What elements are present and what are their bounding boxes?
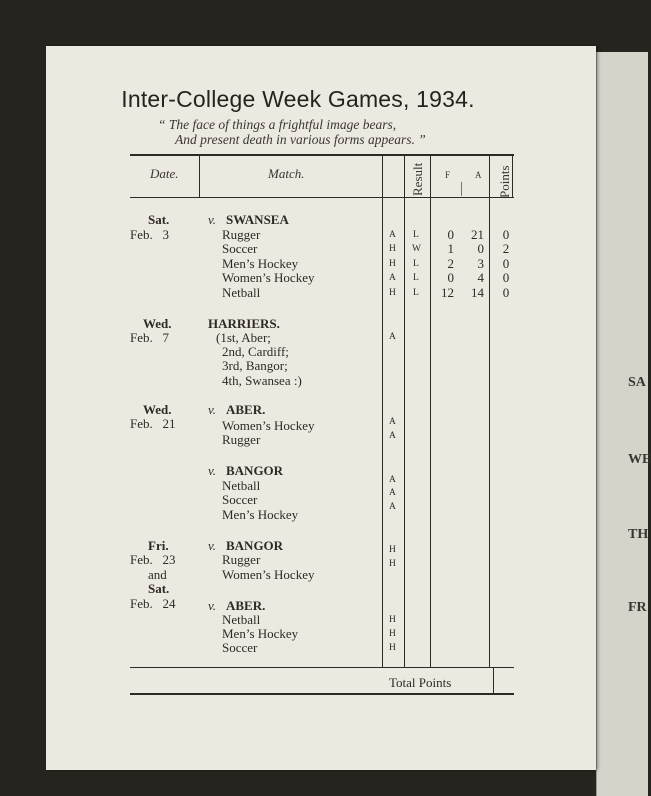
table-top-rule [130,154,514,156]
date-date: Feb. 24 [130,596,176,611]
opponent-name: SWANSEA [226,212,289,227]
harriers-line: (1st, Aber; [216,330,271,345]
points: 0 [502,285,510,300]
venue: A [389,475,396,485]
result: W [412,244,421,254]
result: L [413,259,419,269]
venue: H [389,629,396,639]
game-name: Netball [222,285,261,300]
venue: H [389,615,396,625]
venue: A [389,273,396,283]
game-name: Women’s Hockey [222,418,315,433]
date-divider [199,156,200,197]
facing-text: TH [628,527,649,542]
points: 0 [502,256,510,271]
score-for: 1 [447,241,454,256]
date-and: and [148,567,167,582]
game-name: Netball [222,612,261,627]
game-name: Soccer [222,241,258,256]
game-name: Women’s Hockey [222,270,315,285]
result: L [413,273,419,283]
header-match: Match. [268,166,305,181]
game-name: Soccer [222,640,258,655]
date-day: Sat. [148,212,170,227]
total-rule [130,667,514,668]
date-date: Feb. 21 [130,416,176,431]
result: L [413,230,419,240]
score-for: 0 [447,227,454,242]
venue: H [389,259,396,269]
game-name: Men’s Hockey [222,507,299,522]
venue: A [389,332,396,342]
opponent-name: BANGOR [226,538,284,553]
venue: A [389,230,396,240]
opponent-name: HARRIERS. [208,316,280,331]
quote-line-2: And present death in various forms appears. ” [175,132,426,147]
score-divider [489,156,490,667]
venue: A [389,431,396,441]
game-name: Rugger [222,432,261,447]
header-points: Points [497,165,512,198]
fa-tick [461,182,462,196]
game-name: Women’s Hockey [222,567,315,582]
venue: H [389,643,396,653]
date-day: Fri. [148,538,169,553]
points: 2 [502,241,510,256]
versus-label: v. [208,402,217,417]
date-day: Wed. [143,402,172,417]
score-for: 0 [447,270,454,285]
venue: H [389,559,396,569]
score-against: 4 [477,270,484,285]
harriers-line: 3rd, Bangor; [222,358,288,373]
game-name: Soccer [222,492,258,507]
score-against: 3 [477,256,484,271]
points: 0 [502,227,510,242]
venue: A [389,502,396,512]
versus-label: v. [208,538,217,553]
header-date: Date. [150,166,179,181]
opponent-name: ABER. [226,598,266,613]
total-cell-divider [493,667,494,695]
header-against: A [475,170,482,180]
versus-label: v. [208,598,217,613]
table-bottom-rule [130,693,514,695]
game-name: Rugger [222,227,261,242]
venue-divider-right [404,156,405,667]
date-day: Wed. [143,316,172,331]
venue: A [389,417,396,427]
score-against: 21 [471,227,484,242]
points: 0 [502,270,510,285]
score-for: 12 [441,285,454,300]
header-for: F [445,170,451,180]
result-divider [430,156,431,667]
opponent-name: BANGOR [226,463,284,478]
game-name: Men’s Hockey [222,256,299,271]
harriers-line: 2nd, Cardiff; [222,344,289,359]
venue-divider-left [382,156,383,667]
facing-text: SA [628,375,646,390]
header-result: Result [410,162,425,196]
game-name: Men’s Hockey [222,626,299,641]
venue: H [389,244,396,254]
facing-text: FR [628,600,647,615]
venue: H [389,545,396,555]
venue: A [389,488,396,498]
date-date: Feb. 23 [130,552,176,567]
game-name: Netball [222,478,261,493]
result: L [413,288,419,298]
facing-text: WE [628,452,651,467]
venue: H [389,288,396,298]
opponent-name: ABER. [226,402,266,417]
versus-label: v. [208,212,217,227]
header-rule [130,197,514,198]
date-date: Feb. 3 [130,227,169,242]
quote-line-1: “ The face of things a frightful image bears, [158,117,397,132]
page-title: Inter-College Week Games, 1934. [121,86,475,112]
total-points-label: Total Points [389,675,452,690]
score-for: 2 [447,256,454,271]
date-day: Sat. [148,581,170,596]
versus-label: v. [208,463,217,478]
score-against: 0 [477,241,484,256]
game-name: Rugger [222,552,261,567]
harriers-line: 4th, Swansea :) [222,373,302,388]
score-against: 14 [471,285,484,300]
facing-page-edge [596,52,651,796]
date-date: Feb. 7 [130,330,169,345]
